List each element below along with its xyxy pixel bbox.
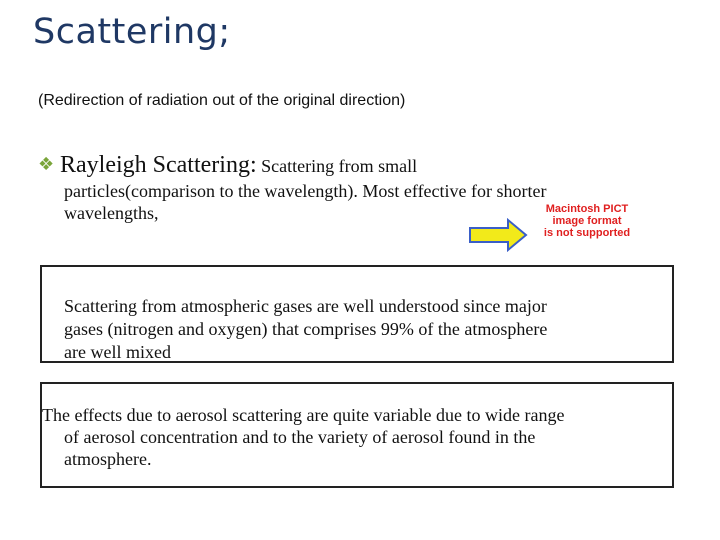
- callout-box-aerosols: [40, 382, 674, 488]
- callout-text-line: atmosphere.: [64, 449, 152, 469]
- bullet-body-line: particles(comparison to the wavelength). Most effective for shorter: [64, 181, 547, 201]
- placeholder-text: image format: [552, 215, 622, 227]
- callout-text-line: Scattering from atmospheric gases are well understood since major: [64, 296, 547, 316]
- placeholder-text: is not supported: [543, 227, 631, 239]
- callout-text-line: gases (nitrogen and oxygen) that comprises 99% of the atmosphere: [64, 319, 548, 339]
- unsupported-image-placeholder: [532, 203, 642, 239]
- bullet-body-line: wavelengths,: [64, 203, 159, 223]
- callout-text-line: are well mixed: [64, 342, 171, 362]
- callout-text-line: of aerosol concentration and to the variety of aerosol found in the: [64, 427, 536, 447]
- diamond-bullet-icon: ❖: [38, 154, 55, 175]
- callout-box-gases: [40, 265, 674, 363]
- bullet-lead-text: Scattering from small: [256, 156, 418, 176]
- bullet-item: [38, 152, 417, 179]
- right-arrow-icon: [468, 218, 528, 252]
- placeholder-text: Macintosh PICT: [545, 203, 629, 215]
- callout-text-line: The effects due to aerosol scattering are quite variable due to wide range: [42, 405, 565, 425]
- bullet-heading: Rayleigh Scattering:: [60, 152, 257, 178]
- slide-title: Scattering;: [33, 12, 231, 52]
- slide-subtitle: (Redirection of radiation out of the original direction): [38, 92, 406, 109]
